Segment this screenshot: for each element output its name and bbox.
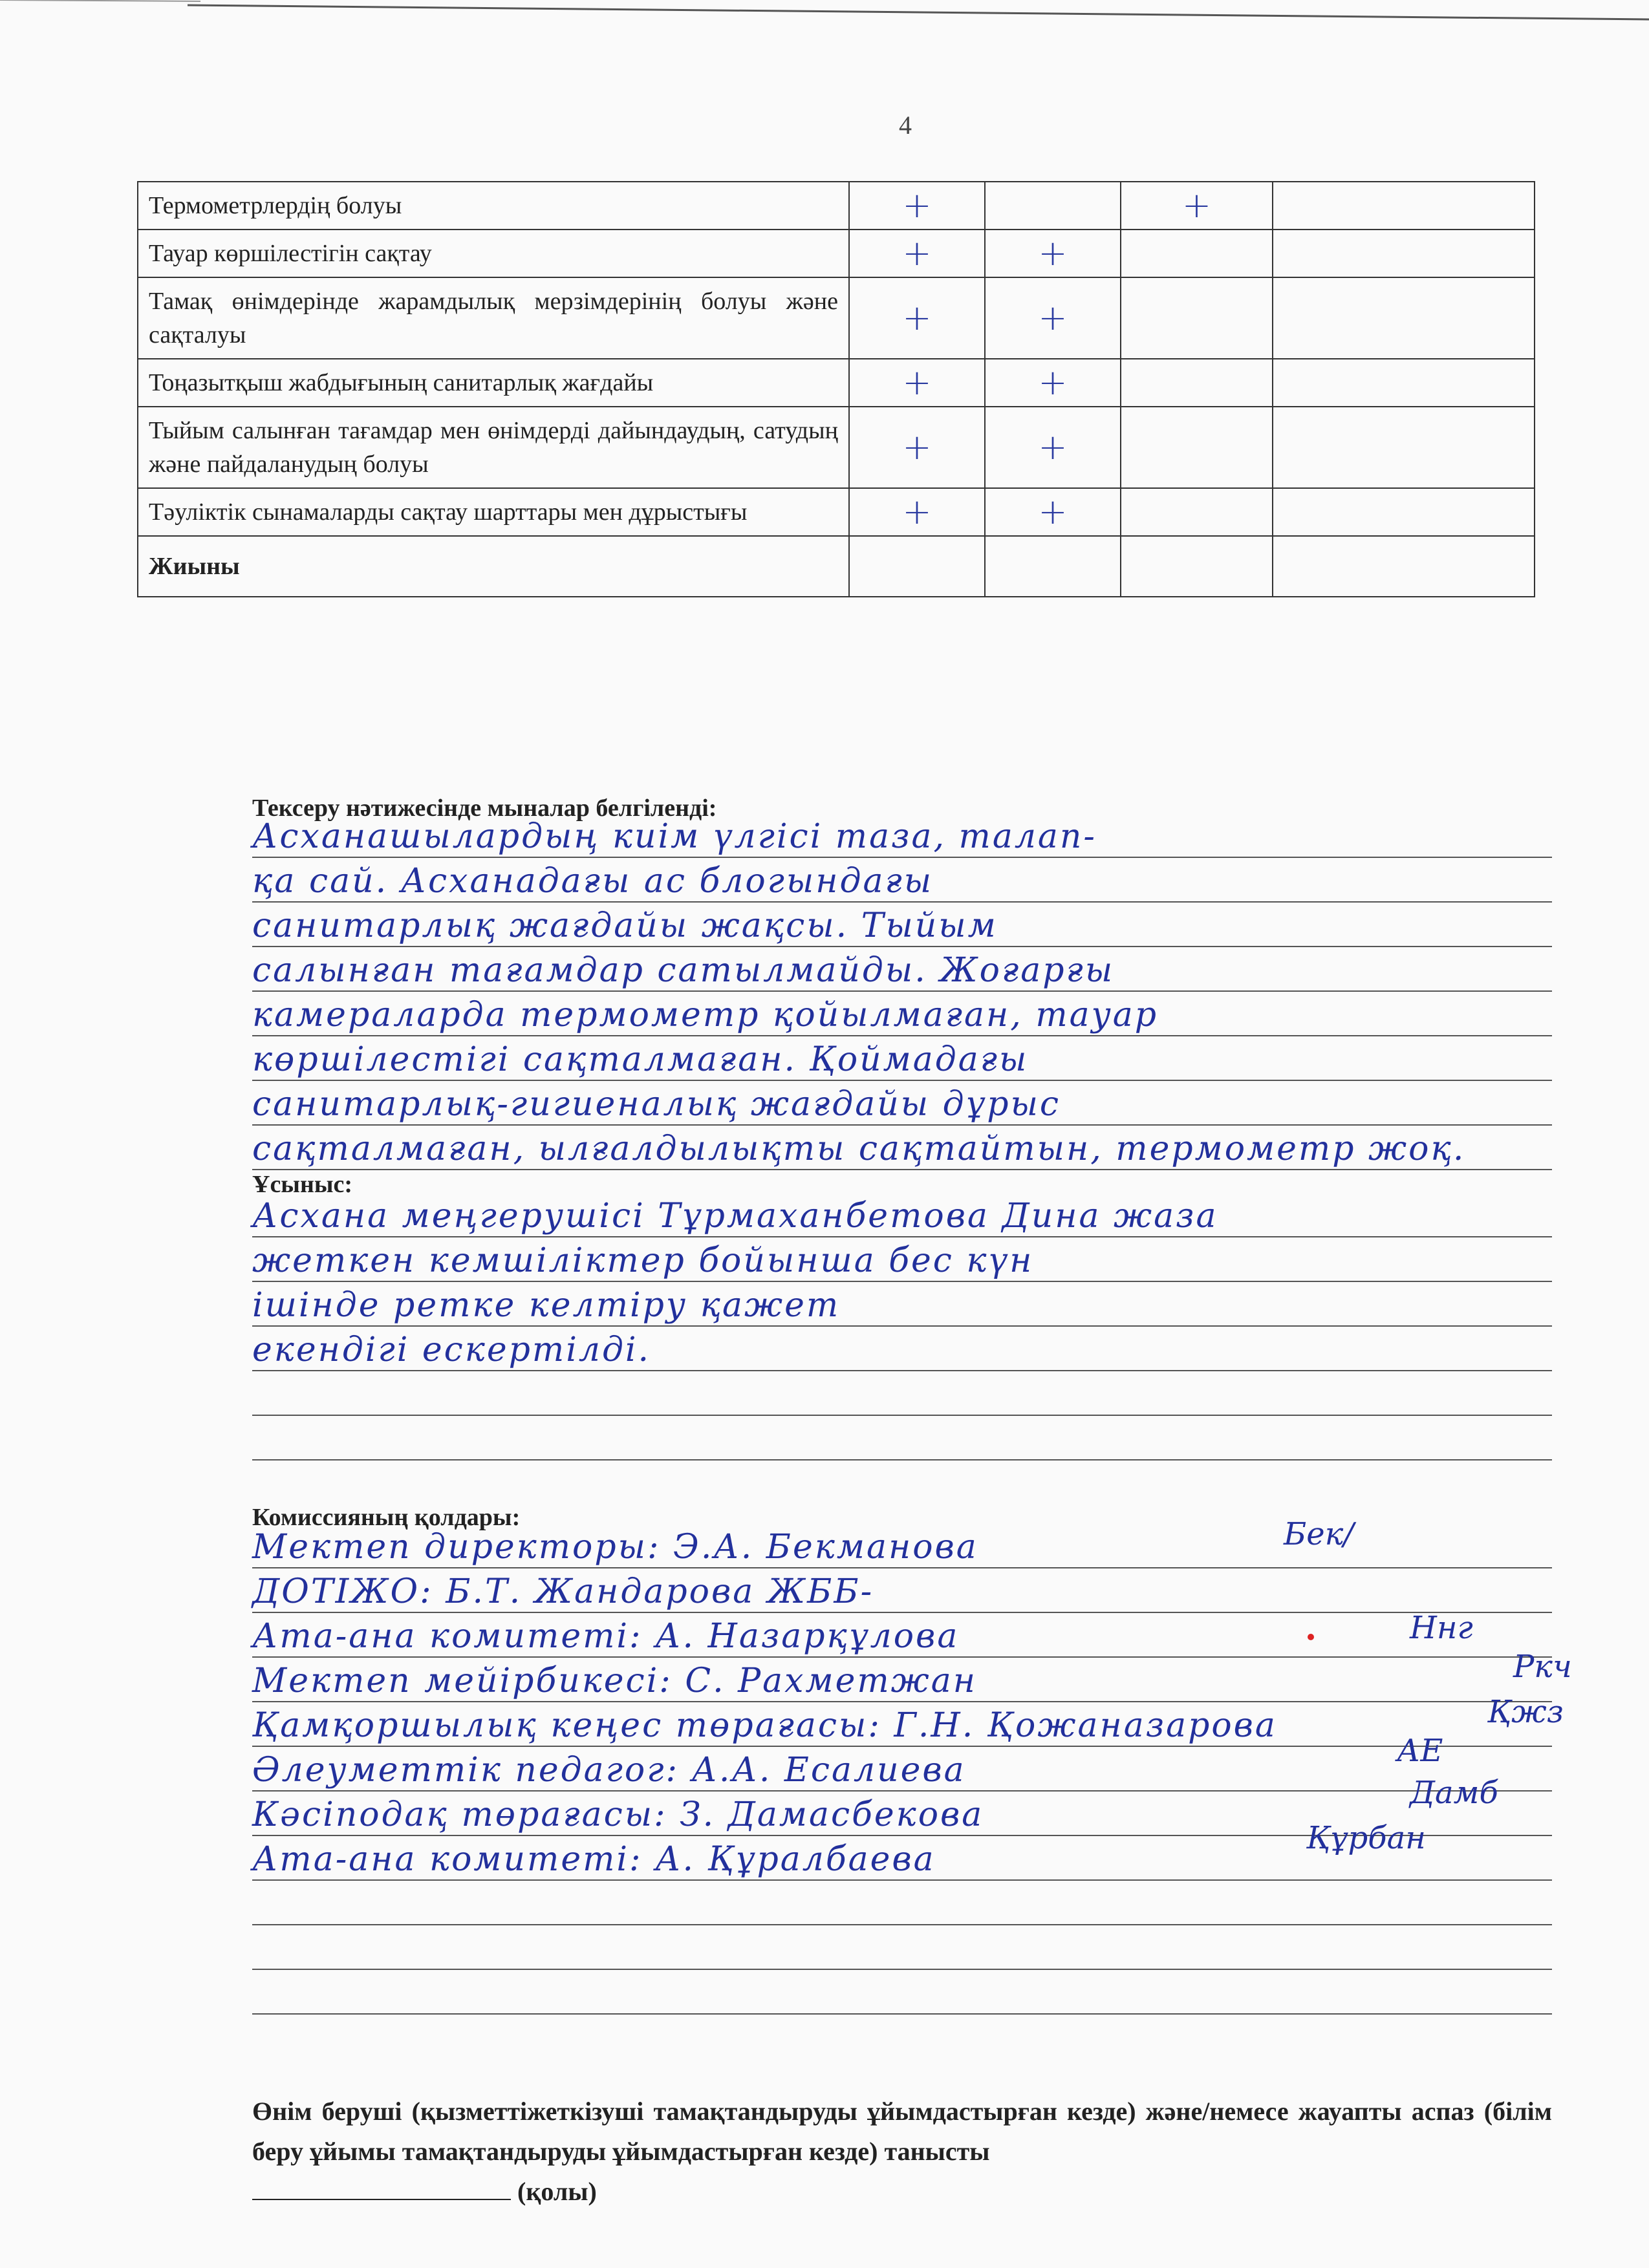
mark-cell [1273,182,1535,230]
commission-title: Комиссияның қолдары: [252,1504,521,1531]
handwritten-text: Қамқоршылық кеңес төрағасы: Г.Н. Қожаназарова [252,1706,1277,1745]
ruled-line [252,1568,1552,1613]
ruled-line [252,992,1552,1036]
page-number: 4 [899,111,912,140]
mark-cell [1273,488,1535,536]
ruled-line [252,1524,1552,1568]
mark-cell: + [849,488,985,536]
ruled-line [252,1327,1552,1371]
recommendation-title: Ұсыныс: [252,1171,353,1198]
mark-cell: + [849,359,985,407]
ruled-line [252,1702,1552,1747]
ruled-line [252,1613,1552,1658]
table-row [138,407,1535,488]
mark-cell [1121,277,1273,359]
handwritten-text: ішінде ретке келтіру қажет [252,1286,841,1325]
recommendation-lines [252,1193,1552,1460]
criterion-cell: Тауар көршілестігін сақтау [138,230,849,277]
ruled-line [252,1416,1552,1460]
mark-cell: + [985,277,1121,359]
mark-cell: + [849,230,985,277]
total-cell [985,536,1121,597]
table-body [138,182,1535,597]
signature-1: Бек/ [1284,1516,1354,1552]
table-row [138,359,1535,407]
handwritten-text: сақталмаған, ылғалдылықты сақтайтын, термометр жоқ. [252,1129,1466,1168]
signature-blank [252,2176,511,2200]
ruled-line [252,1970,1552,2015]
table-row [138,230,1535,277]
red-ink-dot [1308,1634,1314,1640]
table-row [138,277,1535,359]
signature-7: Құрбан [1306,1820,1426,1856]
handwritten-text: Әлеуметтік педагог: А.А. Есалиева [252,1751,966,1790]
ruled-line [252,947,1552,992]
mark-cell: + [849,182,985,230]
findings-title: Тексеру нәтижесінде мыналар белгіленді: [252,795,717,822]
handwritten-text: Асхана меңгерушісі Тұрмаханбетова Дина жаза [252,1197,1218,1236]
table-row [138,182,1535,230]
criterion-cell: Тоңазытқыш жабдығының санитарлық жағдайы [138,359,849,407]
mark-cell: + [985,488,1121,536]
handwritten-text: Ата-ана комитеті: А. Назарқұлова [252,1617,960,1656]
mark-cell [1121,230,1273,277]
mark-cell [1121,359,1273,407]
handwritten-text: Ата-ана комитеті: А. Құралбаева [252,1840,936,1879]
signature-4: Қжз [1487,1694,1564,1730]
ruled-line [252,1658,1552,1702]
handwritten-text: Асханашылардың киім үлгісі таза, талап- [252,817,1097,856]
footer-sign-suffix: (қолы) [517,2177,597,2206]
mark-cell: + [849,407,985,488]
footer-text: Өнім беруші (қызметтіжеткізуші тамақтандыруды ұйымдастырған кезде) және/немесе жауапты аспаз (білім беру ұйымы тамақтандыруды ұйымдастырған кезде) танысты [252,2097,1552,2166]
handwritten-text: Кәсіподақ төрағасы: З. Дамасбекова [252,1795,984,1834]
commission-lines [252,1524,1552,2015]
handwritten-text: санитарлық жағдайы жақсы. Тыйым [252,906,998,945]
handwritten-text: Мектеп директоры: Э.А. Бекманова [252,1528,978,1567]
mark-cell [1273,230,1535,277]
mark-cell: + [985,230,1121,277]
handwritten-text: көршілестігі сақталмаған. Қоймадағы [252,1040,1029,1079]
ruled-line [252,1282,1552,1327]
ruled-line [252,1925,1552,1970]
checklist-table [137,181,1535,597]
criterion-cell: Тыйым салынған тағамдар мен өнімдерді дайындаудың, сатудың және пайдаланудың болуы [138,407,849,488]
signature-6: Дамб [1410,1775,1498,1811]
mark-cell: + [985,407,1121,488]
scan-edge [0,0,1649,26]
ruled-line [252,1126,1552,1170]
mark-cell [1273,277,1535,359]
mark-cell [1121,488,1273,536]
criterion-cell: Тәуліктік сынамаларды сақтау шарттары мен дұрыстығы [138,488,849,536]
criterion-cell: Термометрлердің болуы [138,182,849,230]
handwritten-text: қа сай. Асханадағы ас блогындағы [252,862,934,901]
signature-3: Ркч [1513,1649,1572,1685]
ruled-line [252,858,1552,903]
findings-lines [252,813,1552,1170]
signature-5: АЕ [1397,1733,1443,1769]
footer-acknowledgement [252,2091,1552,2212]
mark-cell: + [849,277,985,359]
mark-cell: + [985,359,1121,407]
ruled-line [252,1237,1552,1282]
total-cell [1121,536,1273,597]
handwritten-text: Мектеп мейірбикесі: С. Рахметжан [252,1662,978,1700]
ruled-line [252,1747,1552,1792]
ruled-line [252,813,1552,858]
ruled-line [252,1193,1552,1237]
handwritten-text: екендігі ескертілді. [252,1331,651,1369]
mark-cell [1121,407,1273,488]
handwritten-text: салынған тағамдар сатылмайды. Жоғарғы [252,951,1115,990]
mark-cell [1273,407,1535,488]
ruled-line [252,1881,1552,1925]
handwritten-text: ДОТІЖО: Б.Т. Жандарова ЖББ- [252,1572,874,1611]
handwritten-text: камераларда термометр қойылмаған, тауар [252,996,1159,1034]
ruled-line [252,1371,1552,1416]
ruled-line [252,903,1552,947]
table-row [138,488,1535,536]
mark-cell: + [1121,182,1273,230]
mark-cell [985,182,1121,230]
criterion-cell: Тамақ өнімдерінде жарамдылық мерзімдерінің болуы және сақталуы [138,277,849,359]
ruled-line [252,1081,1552,1126]
total-label: Жиыны [138,536,849,597]
total-cell [1273,536,1535,597]
total-cell [849,536,985,597]
handwritten-text: жеткен кемшіліктер бойынша бес күн [252,1241,1034,1280]
total-row [138,536,1535,597]
ruled-line [252,1036,1552,1081]
handwritten-text: санитарлық-гигиеналық жағдайы дұрыс [252,1085,1061,1124]
signature-2: Ннг [1410,1610,1473,1646]
mark-cell [1273,359,1535,407]
